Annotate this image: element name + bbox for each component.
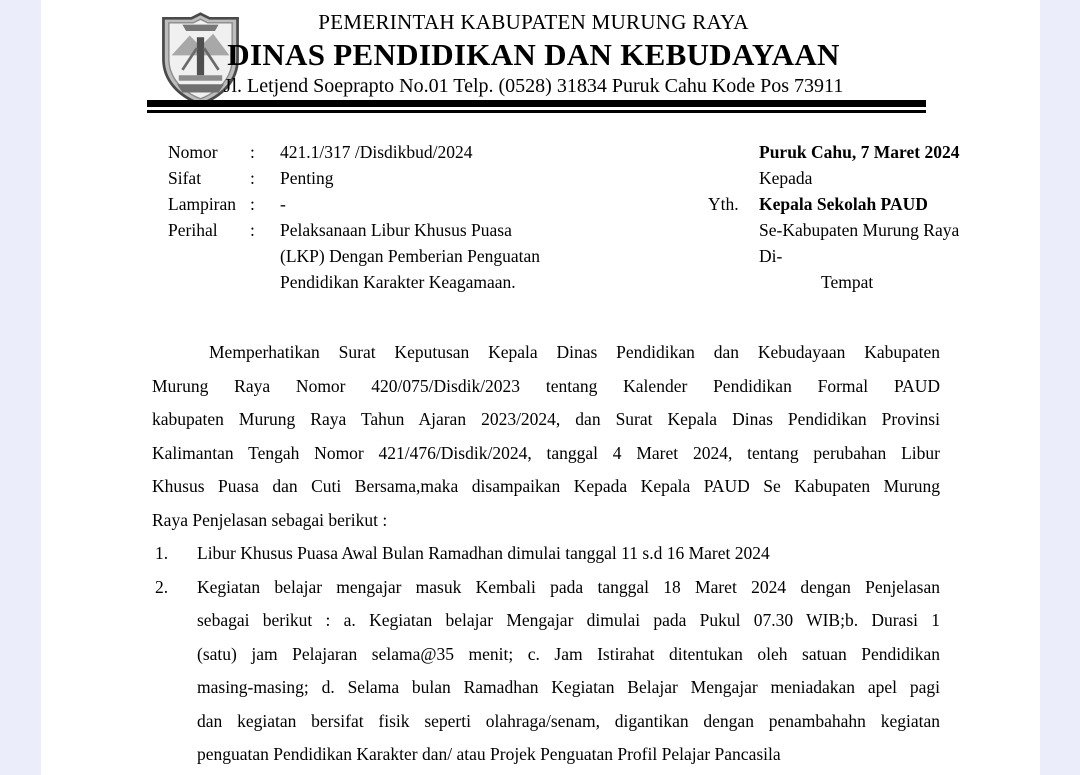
list-number: 1. <box>155 543 169 563</box>
meta-label: Perihal <box>168 220 218 240</box>
meta-value-nomor: 421.1/317 /Disdikbud/2024 <box>280 142 473 162</box>
letter-meta-block <box>168 139 545 295</box>
kepada-label: Kepada <box>759 168 813 188</box>
letterhead-government: PEMERINTAH KABUPATEN MURUNG RAYA <box>318 10 749 34</box>
date-line-row <box>708 139 959 165</box>
yth-label: Yth. <box>708 194 739 214</box>
list-number: 2. <box>155 576 169 597</box>
letterhead-department: DINAS PENDIDIKAN DAN KEBUDAYAAN <box>227 37 840 72</box>
recipient-block <box>708 139 959 295</box>
letterhead-address: Jl. Letjend Soeprapto No.01 Telp. (0528) 31834 Puruk Cahu Kode Pos 73911 <box>223 75 844 97</box>
di-label: Di- <box>759 246 783 266</box>
letter-body <box>152 336 940 772</box>
di-row <box>708 243 959 269</box>
addressee-region: Se-Kabupaten Murung Raya <box>759 220 960 240</box>
meta-row-nomor <box>168 139 545 165</box>
addressee-name: Kepala Sekolah PAUD <box>759 194 928 214</box>
letterhead <box>41 9 1026 99</box>
meta-value-sifat: Penting <box>280 168 334 188</box>
meta-separator: : <box>250 220 255 240</box>
meta-row-perihal <box>168 217 545 295</box>
meta-value-lampiran: - <box>280 194 286 214</box>
opening-paragraph: Memperhatikan Surat Keputusan Kepala Dinas Pendidikan dan Kebudayaan Kabupaten Murung Raya Nomor 420/075/Disdik/2023 tentang Kalender Pendidikan Formal PAUD kabupaten Murung Raya Tahun Ajaran 2023/2024, dan Surat Kepala Dinas Pendidikan Provinsi Kalimantan Tengah Nomor 421/476/Disdik/2024, tanggal 4 Maret 2024, tentang perubahan Libur Khusus Puasa dan Cuti Bersama,maka disampaikan Kepada Kepala PAUD Se Kabupaten Murung Raya Penjelasan sebagai berikut : <box>152 342 940 530</box>
list-item-2-text: Kegiatan belajar mengajar masuk Kembali pada tanggal 18 Maret 2024 dengan Penjelasan sebagai berikut : a. Kegiatan belajar Mengajar dimulai pada Pukul 07.30 WIB;b. Durasi 1 (satu) jam Pelajaran selama@35 menit; c. Jam Istirahat ditentukan oleh satuan Pendidikan masing-masing; d. Selama bulan Ramadhan Kegiatan Belajar Mengajar meniadakan apel pagi dan kegiatan bersifat fisik seperti olahraga/senam, digantikan dengan penambahahn kegiatan penguatan Pendidikan Karakter dan/ atau Projek Penguatan Profil Pelajar Pancasila <box>197 576 940 764</box>
letterhead-divider-thin <box>147 110 926 113</box>
list-item-1-text: Libur Khusus Puasa Awal Bulan Ramadhan dimulai tanggal 11 s.d 16 Maret 2024 <box>197 543 770 563</box>
kepada-row <box>708 165 959 191</box>
tempat-row <box>708 269 959 295</box>
addressee-row <box>708 191 959 217</box>
meta-row-sifat <box>168 165 545 191</box>
region-row <box>708 217 959 243</box>
meta-label: Nomor <box>168 142 218 162</box>
meta-separator: : <box>250 194 255 214</box>
tempat-label: Tempat <box>821 272 874 292</box>
place-and-date: Puruk Cahu, 7 Maret 2024 <box>759 142 960 162</box>
meta-label: Lampiran <box>168 194 237 214</box>
list-item-1 <box>152 537 940 571</box>
meta-separator: : <box>250 142 255 162</box>
meta-label: Sifat <box>168 168 202 188</box>
letterhead-divider-thick <box>147 100 926 107</box>
meta-separator: : <box>250 168 255 188</box>
letter-page <box>41 0 1040 775</box>
meta-value-perihal: Pelaksanaan Libur Khusus Puasa (LKP) Dengan Pemberian Penguatan Pendidikan Karakter Keagamaan. <box>280 220 540 292</box>
list-item-2 <box>152 571 940 772</box>
meta-row-lampiran <box>168 191 545 217</box>
